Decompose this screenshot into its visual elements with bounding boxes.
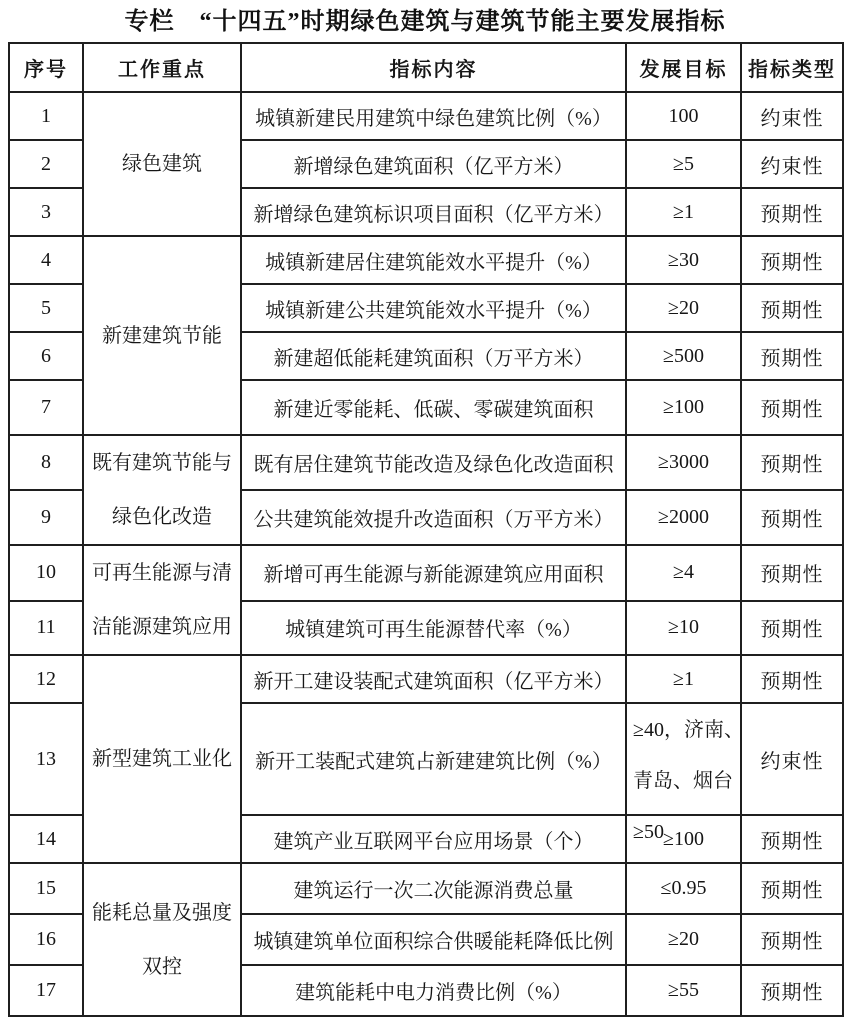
- type-cell: 预期性: [741, 435, 843, 490]
- header-row: [9, 43, 843, 92]
- work-focus-line: 绿色建筑: [122, 153, 202, 175]
- type-cell: 预期性: [741, 188, 843, 236]
- row-number-cell: 9: [9, 490, 83, 545]
- work-focus-cell: [83, 863, 241, 1016]
- work-focus-cell: [83, 655, 241, 863]
- table-body: [9, 92, 843, 1016]
- indicators-table: [8, 42, 844, 1017]
- work-focus-line: 双控: [142, 955, 182, 978]
- work-focus-line: 新型建筑工业化: [92, 748, 232, 770]
- table-row: [9, 92, 843, 140]
- column-header-type: 指标类型: [741, 43, 843, 92]
- target-cell: ≥10: [626, 601, 741, 656]
- type-cell: 预期性: [741, 815, 843, 863]
- row-number-cell: 10: [9, 545, 83, 601]
- table-row: [9, 863, 843, 914]
- row-number-cell: 2: [9, 140, 83, 188]
- target-cell: ≥20: [626, 284, 741, 332]
- target-cell: ≤0.95: [626, 863, 741, 914]
- indicator-cell: 城镇建筑可再生能源替代率（%）: [241, 601, 626, 656]
- row-number-cell: 17: [9, 965, 83, 1016]
- target-cell: ≥3000: [626, 435, 741, 490]
- target-cell: ≥20: [626, 914, 741, 965]
- target-cell: ≥5: [626, 140, 741, 188]
- indicator-cell: 既有居住建筑节能改造及绿色化改造面积: [241, 435, 626, 490]
- target-cell: ≥55: [626, 965, 741, 1016]
- type-cell: 预期性: [741, 332, 843, 380]
- indicator-cell: 城镇建筑单位面积综合供暖能耗降低比例: [241, 914, 626, 965]
- column-header-indicator: 指标内容: [241, 43, 626, 92]
- table-row: [9, 435, 843, 490]
- type-cell: 预期性: [741, 284, 843, 332]
- work-focus-line: 可再生能源与清: [92, 562, 232, 584]
- indicator-cell: 城镇新建居住建筑能效水平提升（%）: [241, 236, 626, 284]
- indicator-cell: 新增绿色建筑标识项目面积（亿平方米）: [241, 188, 626, 236]
- target-line: ≥50: [633, 821, 664, 843]
- row-number-cell: 1: [9, 92, 83, 140]
- target-cell: ≥2000: [626, 490, 741, 545]
- column-header-target: 发展目标: [626, 43, 741, 92]
- indicator-cell: 建筑产业互联网平台应用场景（个）: [241, 815, 626, 863]
- indicator-cell: 新建超低能耗建筑面积（万平方米）: [241, 332, 626, 380]
- row-number-cell: 5: [9, 284, 83, 332]
- target-cell: 100: [626, 92, 741, 140]
- work-focus-cell: [83, 236, 241, 435]
- type-cell: 约束性: [741, 140, 843, 188]
- indicator-cell: 城镇新建民用建筑中绿色建筑比例（%）: [241, 92, 626, 140]
- table-header: [9, 43, 843, 92]
- row-number-cell: 15: [9, 863, 83, 914]
- work-focus-line: 既有建筑节能与: [92, 452, 232, 474]
- type-cell: 预期性: [741, 380, 843, 435]
- work-focus-cell: [83, 92, 241, 236]
- indicator-cell: 城镇新建公共建筑能效水平提升（%）: [241, 284, 626, 332]
- type-cell: 预期性: [741, 655, 843, 703]
- indicator-cell: 建筑运行一次二次能源消费总量: [241, 863, 626, 914]
- work-focus-line: 新建建筑节能: [102, 324, 222, 347]
- indicator-cell: 新开工装配式建筑占新建建筑比例（%）: [241, 703, 626, 815]
- target-cell: ≥1: [626, 188, 741, 236]
- row-number-cell: 6: [9, 332, 83, 380]
- type-cell: 预期性: [741, 490, 843, 545]
- target-cell: ≥100: [626, 380, 741, 435]
- column-header-no: 序号: [9, 43, 83, 92]
- type-cell: 预期性: [741, 965, 843, 1016]
- column-header-work-focus: 工作重点: [83, 43, 241, 92]
- table-row: [9, 236, 843, 284]
- type-cell: 预期性: [741, 914, 843, 965]
- work-focus-line: 能耗总量及强度: [92, 901, 232, 924]
- row-number-cell: 16: [9, 914, 83, 965]
- row-number-cell: 14: [9, 815, 83, 863]
- indicator-cell: 新开工建设装配式建筑面积（亿平方米）: [241, 655, 626, 703]
- type-cell: 预期性: [741, 545, 843, 601]
- target-cell: ≥1: [626, 655, 741, 703]
- indicator-cell: 新建近零能耗、低碳、零碳建筑面积: [241, 380, 626, 435]
- type-cell: 预期性: [741, 236, 843, 284]
- type-cell: 预期性: [741, 601, 843, 656]
- work-focus-cell: [83, 545, 241, 655]
- target-line: ≥40，济南、: [633, 719, 744, 741]
- type-cell: 约束性: [741, 92, 843, 140]
- table-row: [9, 545, 843, 601]
- indicator-cell: 公共建筑能效提升改造面积（万平方米）: [241, 490, 626, 545]
- target-cell: ≥100: [626, 815, 741, 863]
- type-cell: 预期性: [741, 863, 843, 914]
- work-focus-line: 洁能源建筑应用: [92, 616, 232, 638]
- indicator-cell: 新增绿色建筑面积（亿平方米）: [241, 140, 626, 188]
- indicator-cell: 新增可再生能源与新能源建筑应用面积: [241, 545, 626, 601]
- target-cell: ≥30: [626, 236, 741, 284]
- row-number-cell: 8: [9, 435, 83, 490]
- work-focus-cell: [83, 435, 241, 545]
- work-focus-line: 绿色化改造: [112, 506, 212, 528]
- table-row: [9, 655, 843, 703]
- row-number-cell: 12: [9, 655, 83, 703]
- target-cell: ≥500: [626, 332, 741, 380]
- type-cell: 约束性: [741, 703, 843, 815]
- row-number-cell: 13: [9, 703, 83, 815]
- row-number-cell: 3: [9, 188, 83, 236]
- row-number-cell: 11: [9, 601, 83, 656]
- indicator-cell: 建筑能耗中电力消费比例（%）: [241, 965, 626, 1016]
- target-cell: ≥4: [626, 545, 741, 601]
- table-title: 专栏 “十四五”时期绿色建筑与建筑节能主要发展指标: [124, 9, 726, 35]
- row-number-cell: 7: [9, 380, 83, 435]
- row-number-cell: 4: [9, 236, 83, 284]
- target-line: 青岛、烟台: [633, 770, 733, 792]
